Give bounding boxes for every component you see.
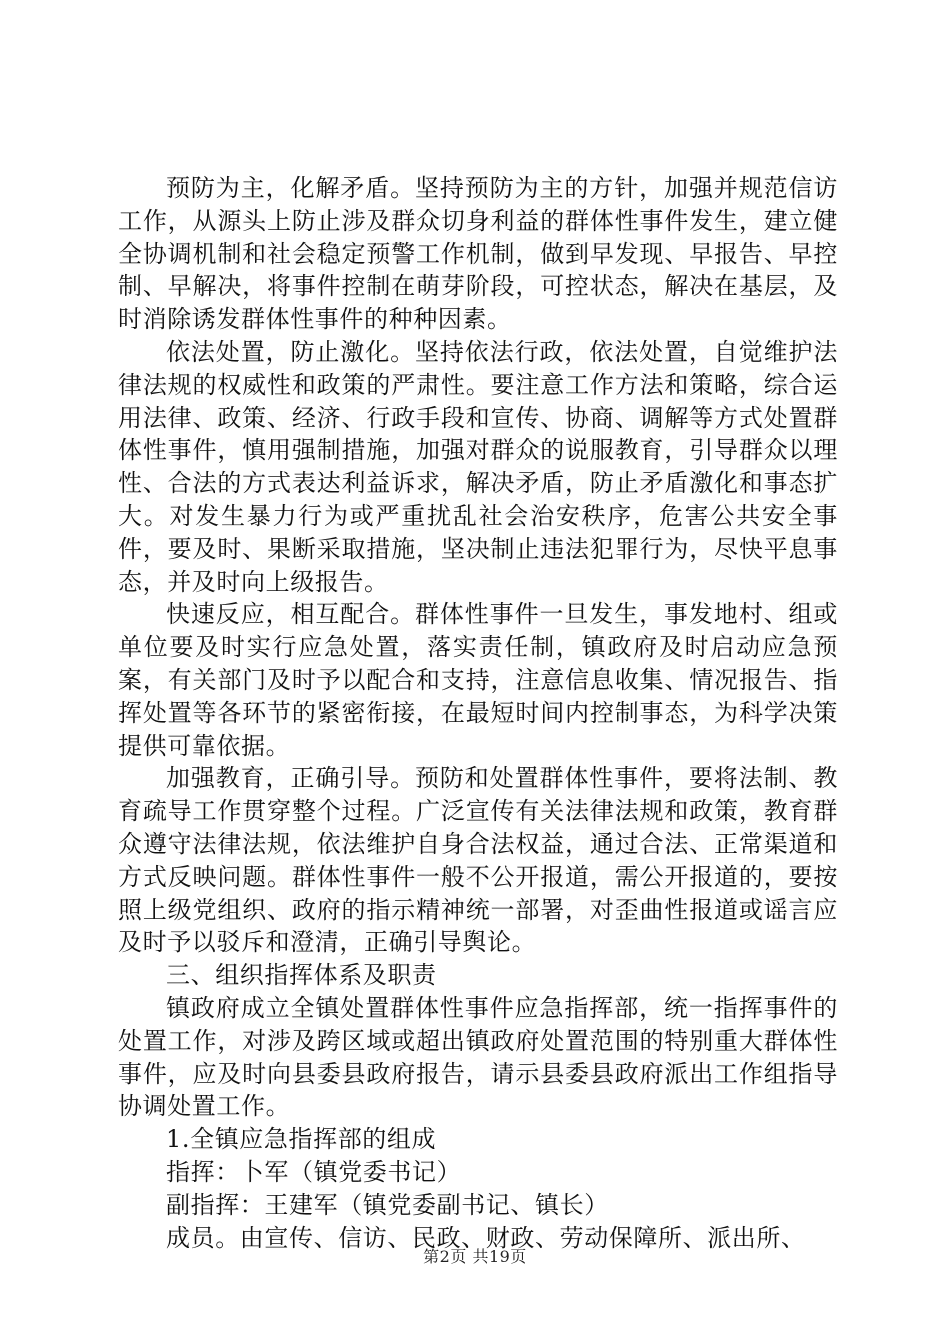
section-heading: 三、组织指挥体系及职责 [166,961,437,990]
members-line: 成员。由宣传、信访、民政、财政、劳动保障所、派出所、 [166,1223,806,1252]
commander-line: 指挥：卜军（镇党委书记） [166,1157,462,1186]
paragraph-education: 加强教育，正确引导。预防和处置群体性事件，要将法制、教育疏导工作贯穿整个过程。广泛宣传有关法律法规和政策，教育群众遵守法律法规，依法维护自身合法权益，通过合法、正常渠道和方式反映问题。群体性事件一般不公开报道，需公开报道的，要按照上级党组织、政府的指示精神统一部署，对歪曲性报道或谣言应及时予以驳斥和澄清，正确引导舆论。 [118,764,838,957]
paragraph-command-system: 镇政府成立全镇处置群体性事件应急指挥部，统一指挥事件的处置工作，对涉及跨区域或超出镇政府处置范围的特别重大群体性事件，应及时向县委县政府报告，请示县委县政府派出工作组指导协调处置工作。 [118,993,838,1121]
subheading-composition: 1.全镇应急指挥部的组成 [166,1125,437,1154]
paragraph-rapid-response: 快速反应，相互配合。群体性事件一旦发生，事发地村、组或单位要及时实行应急处置，落实责任制，镇政府及时启动应急预案，有关部门及时予以配合和支持，注意信息收集、情况报告、指挥处置等各环节的紧密衔接，在最短时间内控制事态，为科学决策提供可靠依据。 [118,600,838,760]
page-footer: 第2页 共19页 [423,1247,527,1266]
document-body [118,172,838,1254]
paragraph-lawful-handling: 依法处置，防止激化。坚持依法行政，依法处置，自觉维护法律法规的权威性和政策的严肃性。要注意工作方法和策略，综合运用法律、政策、经济、行政手段和宣传、协商、调解等方式处置群体性事件，慎用强制措施，加强对群众的说服教育，引导群众以理性、合法的方式表达利益诉求，解决矛盾，防止矛盾激化和事态扩大。对发生暴力行为或严重扰乱社会治安秩序，危害公共安全事件，要及时、果断采取措施，坚决制止违法犯罪行为，尽快平息事态，并及时向上级报告。 [118,337,838,596]
deputy-commander-line: 副指挥：王建军（镇党委副书记、镇长） [166,1190,609,1219]
paragraph-prevention: 预防为主，化解矛盾。坚持预防为主的方针，加强并规范信访工作，从源头上防止涉及群众切身利益的群体性事件发生，建立健全协调机制和社会稳定预警工作机制，做到早发现、早报告、早控制、早解决，将事件控制在萌芽阶段，可控状态，解决在基层，及时消除诱发群体性事件的种种因素。 [118,174,838,334]
